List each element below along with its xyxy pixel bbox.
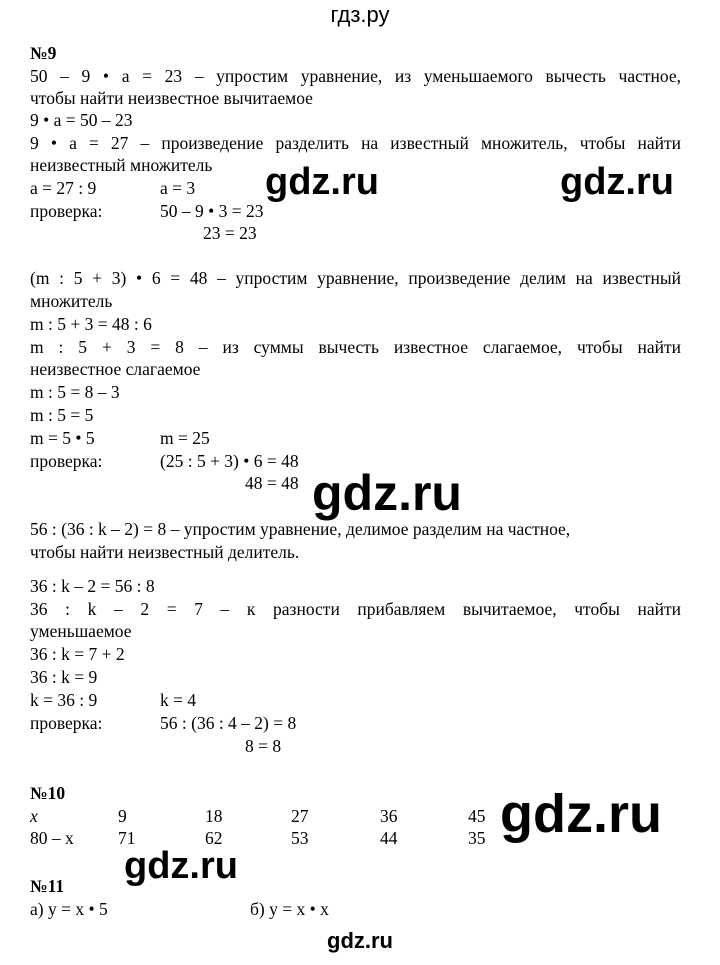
task11-heading: №11 <box>30 876 65 896</box>
table-cell: 44 <box>380 828 398 848</box>
eq1-line6b: a = 3 <box>160 178 196 198</box>
table-row-label: 80 – x <box>30 828 74 848</box>
eq3-check2: 8 = 8 <box>245 736 282 756</box>
task11-part-b: б) y = x • x <box>250 899 329 919</box>
eq2-check-label: проверка: <box>30 451 103 471</box>
eq2-line8b: m = 25 <box>160 428 210 448</box>
table-cell: 36 <box>380 806 398 826</box>
eq1-line3: 9 • a = 50 – 23 <box>30 110 133 130</box>
eq2-line3: m : 5 + 3 = 48 : 6 <box>30 314 152 334</box>
eq1-check-label: проверка: <box>30 201 103 221</box>
eq3-line2: чтобы найти неизвестный делитель. <box>30 542 300 562</box>
task9-heading: №9 <box>30 43 57 63</box>
eq2-line4: m : 5 + 3 = 8 – из суммы вычесть известное слагаемое, чтобы найти <box>30 337 681 357</box>
watermark: gdz.ru <box>312 465 462 521</box>
watermark: gdz.ru <box>265 161 379 203</box>
eq1-check2: 23 = 23 <box>203 223 257 243</box>
eq2-line8a: m = 5 • 5 <box>30 428 95 448</box>
eq1-check1: 50 – 9 • 3 = 23 <box>160 201 264 221</box>
eq3-line3: 36 : k – 2 = 56 : 8 <box>30 576 155 596</box>
eq3-check-label: проверка: <box>30 713 103 733</box>
table-cell: 53 <box>291 828 309 848</box>
eq1-line1: 50 – 9 • a = 23 – упростим уравнение, из уменьшаемого вычесть частное, <box>30 66 681 86</box>
eq3-line8b: k = 4 <box>160 690 197 710</box>
eq3-check1: 56 : (36 : 4 – 2) = 8 <box>160 713 297 733</box>
task11-part-a: а) y = x • 5 <box>30 899 108 919</box>
eq3-line4: 36 : k – 2 = 7 – к разности прибавляем вычитаемое, чтобы найти <box>30 599 681 619</box>
table-cell: 9 <box>118 806 127 826</box>
eq3-line1: 56 : (36 : k – 2) = 8 – упростим уравнение, делимое разделим на частное, <box>30 519 571 539</box>
task10-heading: №10 <box>30 783 66 803</box>
eq1-line2: чтобы найти неизвестное вычитаемое <box>30 88 313 108</box>
eq2-check1: (25 : 5 + 3) • 6 = 48 <box>160 451 299 471</box>
watermark: gdz.ru <box>500 784 662 844</box>
table-cell: 18 <box>205 806 223 826</box>
eq2-line1: (m : 5 + 3) • 6 = 48 – упростим уравнение, произведение делим на известный <box>30 268 681 288</box>
eq3-line7: 36 : k = 9 <box>30 667 98 687</box>
eq2-check2: 48 = 48 <box>245 473 299 493</box>
table-cell: 35 <box>468 828 486 848</box>
eq1-line6a: a = 27 : 9 <box>30 178 97 198</box>
table-cell: 27 <box>291 806 309 826</box>
eq1-line5: неизвестный множитель <box>30 155 213 175</box>
eq2-line6: m : 5 = 8 – 3 <box>30 382 120 402</box>
eq2-line2: множитель <box>30 291 113 311</box>
eq1-line4: 9 • a = 27 – произведение разделить на известный множитель, чтобы найти <box>30 133 681 153</box>
eq3-line5: уменьшаемое <box>30 621 132 641</box>
eq3-line8a: k = 36 : 9 <box>30 690 98 710</box>
table-cell: 62 <box>205 828 223 848</box>
eq2-line7: m : 5 = 5 <box>30 405 94 425</box>
eq2-line5: неизвестное слагаемое <box>30 359 201 379</box>
table-row-label: x <box>30 806 38 826</box>
eq3-line6: 36 : k = 7 + 2 <box>30 644 125 664</box>
site-footer: gdz.ru <box>327 928 393 953</box>
watermark: gdz.ru <box>124 845 238 887</box>
site-header: гдз.ру <box>330 2 390 27</box>
watermark: gdz.ru <box>560 161 674 203</box>
table-cell: 45 <box>468 806 486 826</box>
table-cell: 71 <box>118 828 136 848</box>
